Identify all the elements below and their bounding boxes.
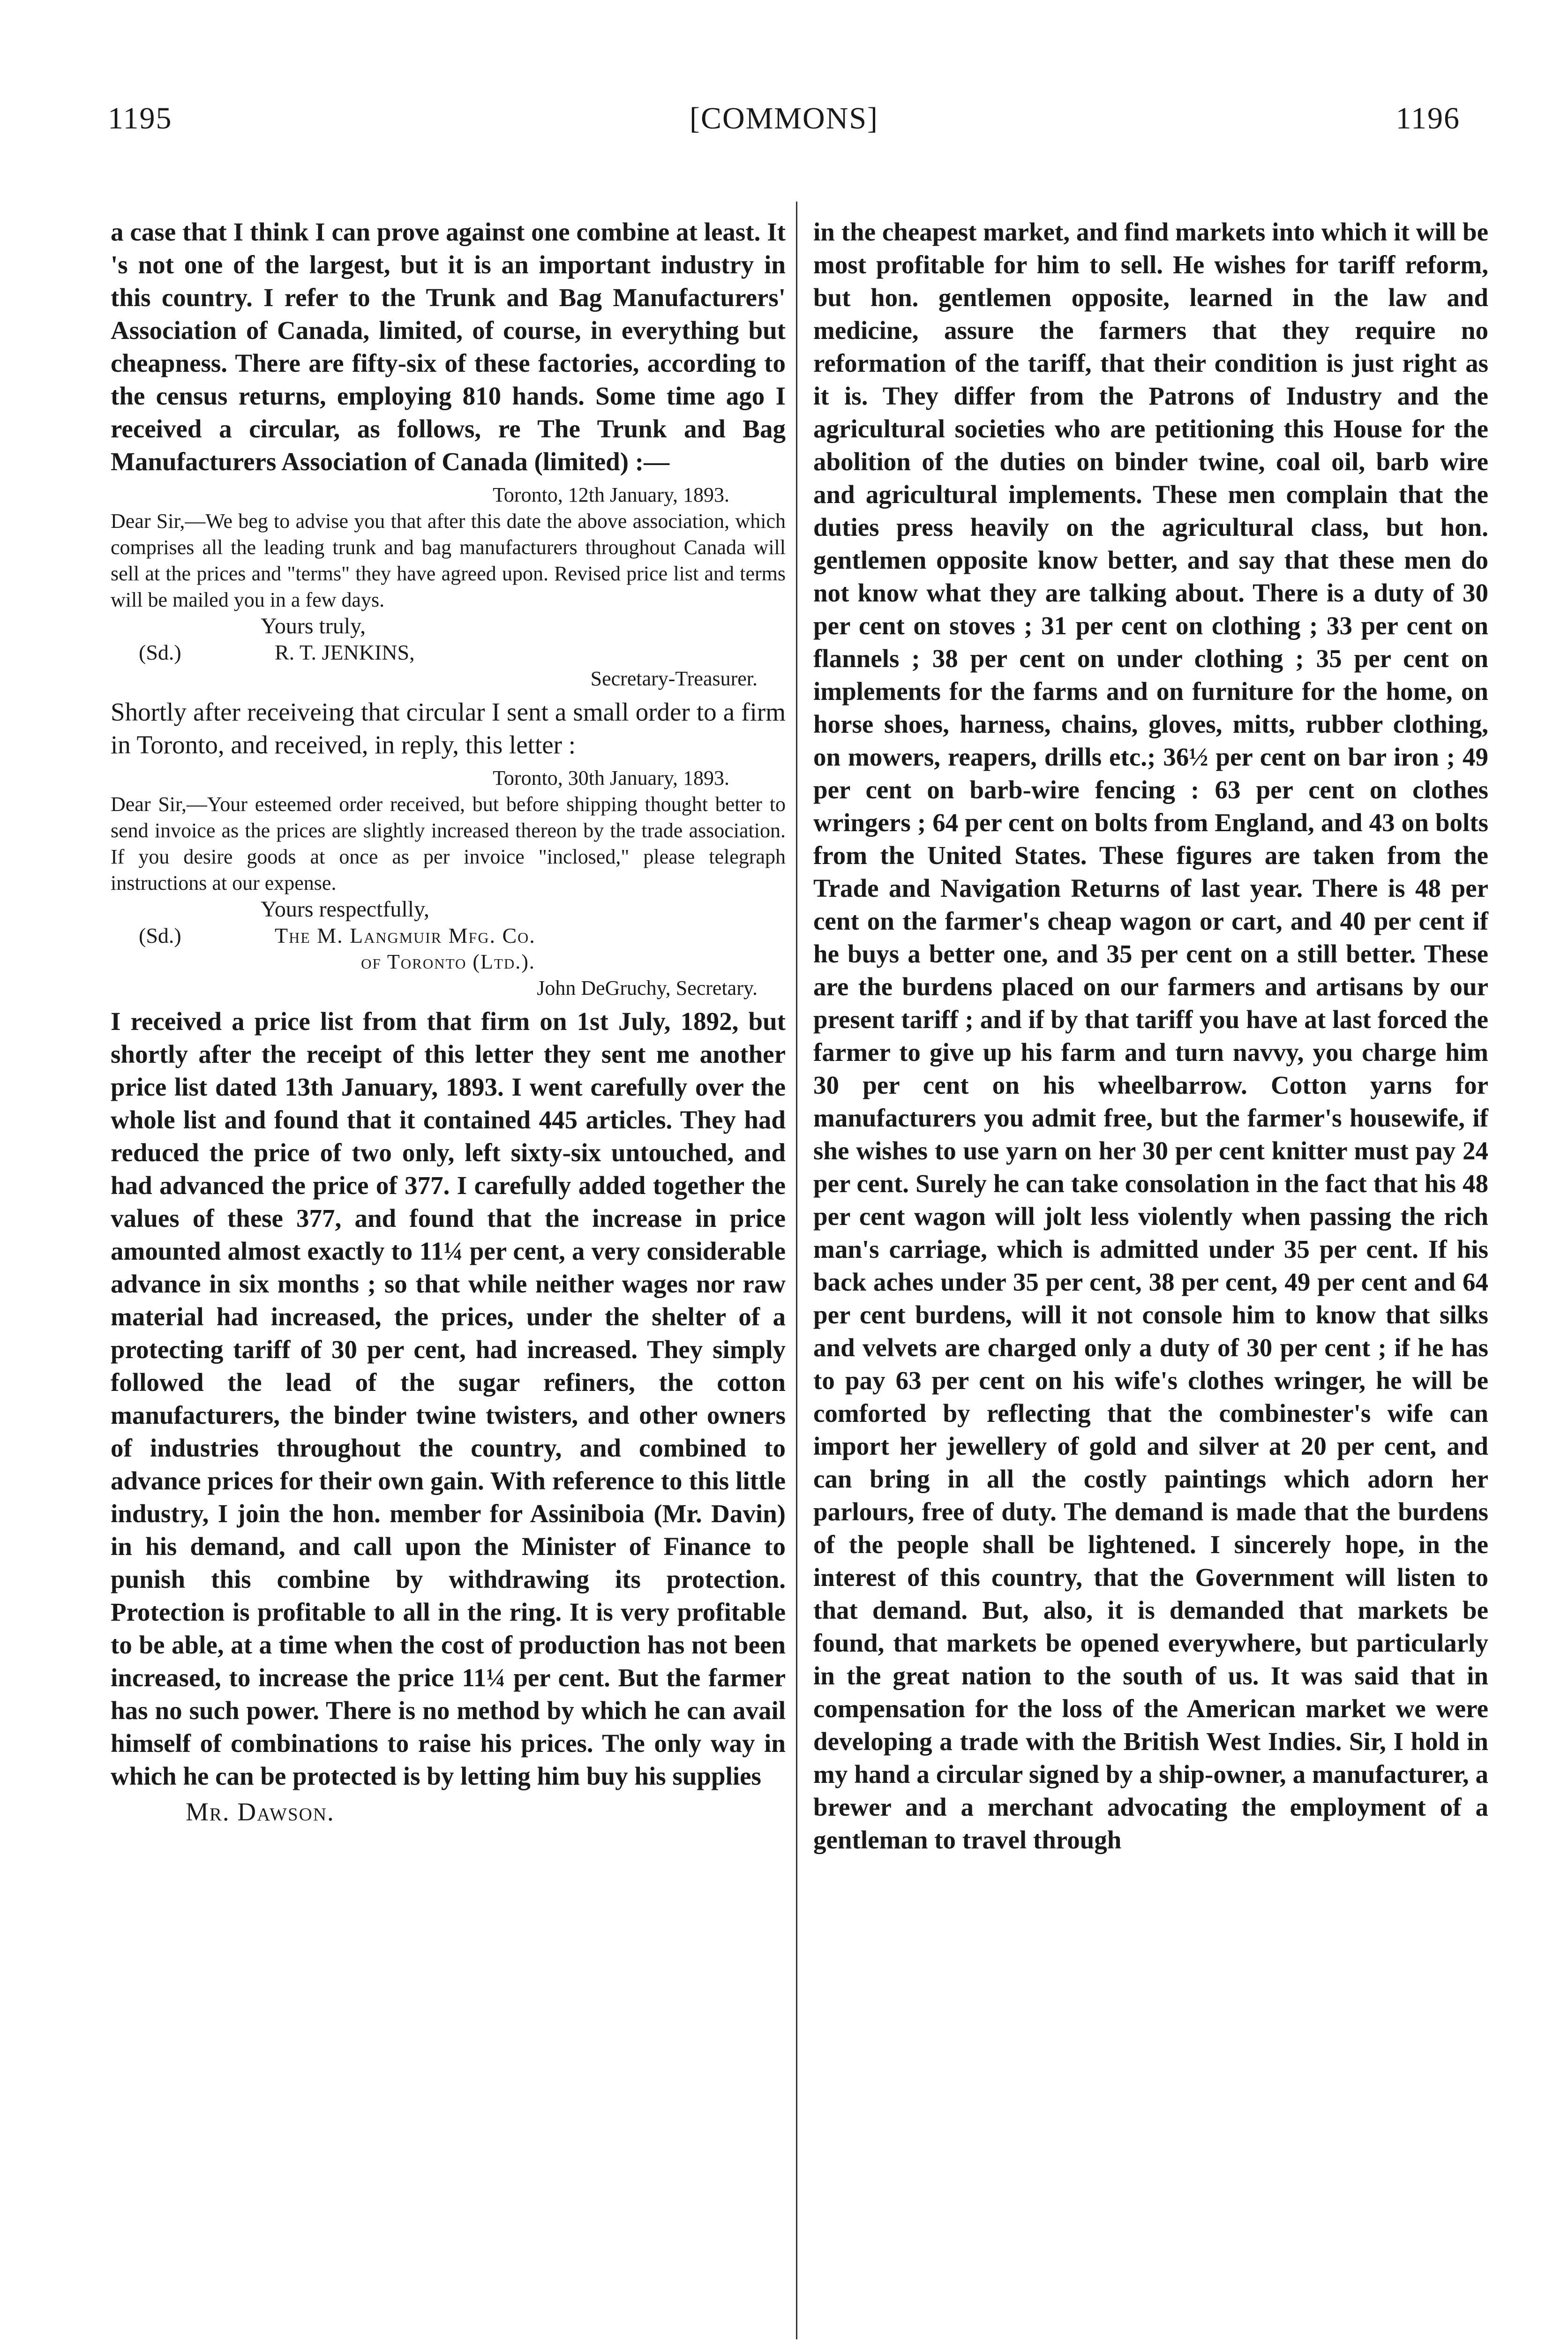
- letter-2-date: Toronto, 30th January, 1893.: [493, 766, 729, 789]
- speaker-footer: Mr. Dawson.: [186, 1797, 335, 1826]
- running-title: [COMMONS]: [689, 101, 879, 135]
- letter-jenkins: [111, 482, 786, 692]
- letter-1-body: Dear Sir,—We beg to advise you that after this date the above association, which comprises all the leading trunk and bag manufacturers throughout Canada will sell at the prices and "terms" they have agreed upon. Revised price list and terms will be mailed you in a few days.: [111, 510, 786, 611]
- letter-1-sd: (Sd.): [139, 640, 181, 664]
- letter-1-date: Toronto, 12th January, 1893.: [493, 483, 729, 506]
- page-number-left: 1195: [108, 101, 173, 135]
- letter-2-closing: Yours respectfully,: [261, 897, 429, 922]
- left-column: [111, 216, 786, 1828]
- letter-2-sd: (Sd.): [139, 924, 181, 947]
- left-paragraph-1: a case that I think I can prove against one combine at least. It 's not one of the largest, but it is an important industry in this country. I refer to the Trunk and Bag Manufacturers' Association of Canada, limited, of course, in everything but cheapness. There are fifty-six of these factories, according to the census returns, employing 810 hands. Some time ago I received a circular, as follows, re The Trunk and Bag Manufacturers Association of Canada (limited) :—: [111, 218, 786, 476]
- page-header: [108, 101, 1460, 152]
- letter-langmuir: [111, 765, 786, 1001]
- letter-1-closing: Yours truly,: [261, 614, 366, 639]
- letter-2-name-line-2: of Toronto (Ltd.).: [361, 950, 535, 973]
- letter-1-signature: [111, 639, 786, 666]
- column-divider: [796, 202, 797, 2339]
- letter-2-name: The M. Langmuir Mfg. Co.: [275, 924, 536, 947]
- page-number-right: 1196: [1395, 101, 1460, 135]
- right-column: [813, 216, 1488, 1856]
- letter-1-name: R. T. JENKINS,: [275, 640, 415, 664]
- letter-2-role: John DeGruchy, Secretary.: [537, 977, 758, 999]
- letter-2-signature: [111, 923, 786, 949]
- letter-2-body: Dear Sir,—Your esteemed order received, but before shipping thought better to send invoice as the prices are slightly increased thereon by the trade association. If you desire goods at once as per invoice "inclosed," please telegraph instructions at our expense.: [111, 793, 786, 894]
- right-paragraph-1: in the cheapest market, and find markets into which it will be most profitable for him to sell. He wishes for tariff reform, but hon. gentlemen opposite, learned in the law and medicine, assure the farmers that they require no reformation of the tariff, that their condition is just right as it is. They differ from the Patrons of Industry and the agricultural societies who are petitioning this House for the abolition of the duties on binder twine, coal oil, barb wire and agricultural implements. These men complain that the duties press heavily on the agricultural class, but hon. gentlemen opposite know better, and say that these men do not know what they are talking about. There is a duty of 30 per cent on stoves ; 31 per cent on clothing ; 33 per cent on flannels ; 38 per cent on under clothing ; 35 per cent on implements for the farms and on furniture for the home, on horse shoes, harness, chains, gloves, mitts, rubber clothing, on mowers, reapers, drills etc.; 36½ per cent on bar iron ; 49 per cent on barb-wire fencing : 63 per cent on clothes wringers ; 64 per cent on bolts from England, and 43 on bolts from the United States. These figures are taken from the Trade and Navigation Returns of last year. There is 48 per cent on the farmer's cheap wagon or cart, and 40 per cent if he buys a better one, and 35 per cent on a still better. These are the burdens placed on our farmers and artisans by our present tariff ; and if by that tariff you have at last forced the farmer to give up his farm and turn navvy, you charge him 30 per cent on his wheelbarrow. Cotton yarns for manufacturers you admit free, but the farmer's housewife, if she wishes to use yarn on her 30 per cent knitter must pay 24 per cent. Surely he can take consolation in the fact that his 48 per cent wagon will jolt less violently when passing the rich man's carriage, which is admitted under 35 per cent. If his back aches under 35 per cent, 38 per cent, 49 per cent and 64 per cent burdens, will it not console him to know that silks and velvets are charged only a duty of 30 per cent ; if he has to pay 63 per cent on his wife's clothes wringer, he will be comforted by reflecting that the combinester's wife can import her jewellery of gold and silver at 20 per cent, and can bring in all the costly paintings which adorn her parlours, free of duty. The demand is made that the burdens of the people shall be lightened. I sincerely hope, in the interest of this country, that the Government will listen to that demand. But, also, it is demanded that markets be found, that markets be opened everywhere, but particularly in the great nation to the south of us. It was said that in compensation for the loss of the American market we were developing a trade with the British West Indies. Sir, I hold in my hand a circular signed by a ship-owner, a manufacturer, a brewer and a merchant advocating the employment of a gentleman to travel through: [813, 218, 1488, 1854]
- left-paragraph-3: I received a price list from that firm on 1st July, 1892, but shortly after the receipt of this letter they sent me another price list dated 13th January, 1893. I went carefully over the whole list and found that it contained 445 articles. They had reduced the price of two only, left sixty-six untouched, and had advanced the price of 377. I carefully added together the values of these 377, and found that the increase in price amounted almost exactly to 11¼ per cent, a very considerable advance in six months ; so that while neither wages nor raw material had increased, the prices, under the shelter of a protecting tariff of 30 per cent, had increased. They simply followed the lead of the sugar refiners, the cotton manufacturers, the binder twine twisters, and other owners of industries throughout the country, and combined to advance prices for their own gain. With reference to this little industry, I join the hon. member for Assiniboia (Mr. Davin) in his demand, and call upon the Minister of Finance to punish this combine by withdrawing its protection. Protection is profitable to all in the ring. It is very profitable to be able, at a time when the cost of production has not been increased, to increase the price 11¼ per cent. But the farmer has no such power. There is no method by which he can avail himself of combinations to raise his prices. The only way in which he can be protected is by letting him buy his supplies: [111, 1007, 786, 1790]
- letter-1-role: Secretary-Treasurer.: [590, 667, 758, 690]
- left-paragraph-2: Shortly after receiveing that circular I sent a small order to a firm in Toronto, and received, in reply, this letter :: [111, 698, 786, 759]
